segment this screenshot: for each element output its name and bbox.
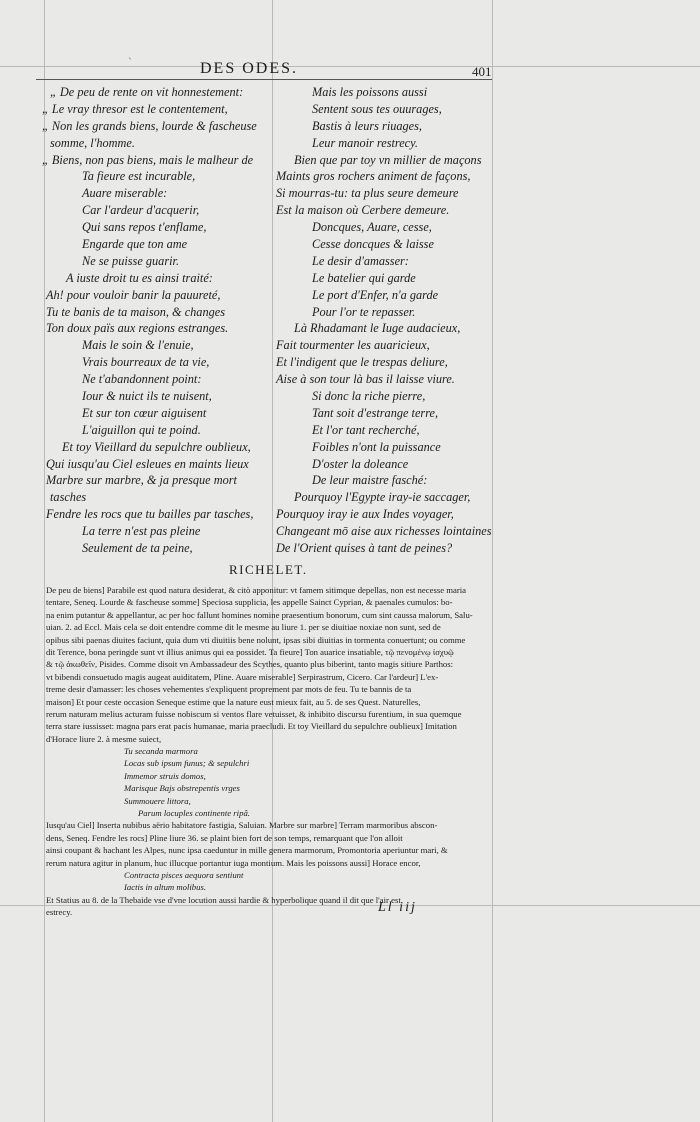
poem-line: Ton doux païs aux regions estranges. <box>46 321 229 336</box>
poem-line: „ Non les grands biens, lourde & fascheuse <box>42 118 257 133</box>
poem-line: Engarde que ton ame <box>82 237 188 252</box>
commentary-line: vt bibendi consuetudo magis augeat auiditatem, Pline. Auare miserable] Serpirastrum, Cicero. Car l'ardeur] L'ex- <box>46 671 439 682</box>
poem-line: „ Le vray thresor est le contentement, <box>42 101 228 116</box>
poem-left-column <box>42 84 278 557</box>
commentary-line: Iactis in altum molibus. <box>124 882 207 893</box>
commentary-line: na enim putantur & appellantur, ac per hoc fallunt homines nomine praesentium bonorum, cum sint caussa malorum, Salu- <box>46 609 473 620</box>
commentary-line: dens, Seneq. Fendre les rocs] Pline liure 36. se plaint bien fort de son temps, remarquant que l'on alloit <box>46 832 403 843</box>
commentary-line: opibus sibi paenas diuites faciunt, quia dum vti diuitiis bene nolunt, ipsas sibi diuitias in tormenta conuertunt; ou comme <box>46 634 466 645</box>
poem-line: Auare miserable: <box>82 186 168 201</box>
poem-line: Et l'indigent que le trespas deliure, <box>276 355 448 370</box>
poem-line: Mais les poissons aussi <box>312 85 428 99</box>
poem-line: Qui iusqu'au Ciel esleues en maints lieux <box>46 456 249 471</box>
commentary-line: treme desir d'amasser: les choses vehementes s'expliquent proprement par mots de feu. Tu te bannis de ta <box>46 684 412 695</box>
poem-line: Et l'or tant recherché, <box>312 422 420 437</box>
poem-line: Iour & nuict ils te nuisent, <box>82 389 212 404</box>
poem-line: Fait tourmenter les auaricieux, <box>276 338 430 353</box>
poem-line: Tant soit d'estrange terre, <box>312 405 439 420</box>
poem-line: La terre n'est pas pleine <box>82 524 201 539</box>
poem-line: Si mourras-tu: ta plus seure demeure <box>276 186 459 201</box>
poem-line: Ne se puisse guarir. <box>82 253 180 268</box>
guide-line-top <box>0 66 700 67</box>
commentary-line: Parum locuples continente ripâ. <box>138 808 250 819</box>
commentary-line: maison] Et pour ceste occasion Seneque estime que la nature eust mieux fait, au 5. de ses Quest. Naturelles, <box>46 696 421 707</box>
commentary-line: d'Horace liure 2. à mesme suiect, <box>46 733 162 744</box>
commentary-line: Tu secanda marmora <box>124 746 198 757</box>
commentary-line: ainsi coupant & hachant les Alpes, nunc ipsa caeduntur in mille genera marmorum, Promontoria aperiuntur mari, & <box>46 845 448 856</box>
poem-line: Marbre sur marbre, & ja presque mort <box>46 473 237 488</box>
running-title: DES ODES. <box>200 60 299 77</box>
poem-line: Pour l'or te repasser. <box>312 304 416 319</box>
poem-line: Ta fieure est incurable, <box>82 169 196 184</box>
commentary-line: Locas sub ipsum funus; & sepulchri <box>124 758 250 769</box>
poem-line: Pourquoy iray ie aux Indes voyager, <box>276 507 454 522</box>
poem-line: Maints gros rochers animent de façons, <box>276 169 471 184</box>
poem-line: tasches <box>50 490 87 505</box>
poem-line: Là Rhadamant le Iuge audacieux, <box>294 321 461 336</box>
poem-line: Le port d'Enfer, n'a garde <box>312 287 439 302</box>
commentary-line: Immemor struis domos, <box>124 770 206 781</box>
poem-line: Ah! pour vouloir banir la pauureté, <box>46 287 221 302</box>
commentary-body <box>46 584 492 919</box>
poem-line: Ne t'abandonnent point: <box>82 372 202 387</box>
poem-line: Est la maison où Cerbere demeure. <box>276 203 450 218</box>
poem-line: A iuste droit tu es ainsi traité: <box>66 270 213 285</box>
poem-line: Doncques, Auare, cesse, <box>312 220 432 235</box>
commentary-line: Marisque Bajs obstrepentis vrges <box>124 783 240 794</box>
commentary-line: Et Statius au 8. de la Thebaide vse d'vne locution aussi hardie & hyperbolique quand il dit que l'air est <box>46 894 401 905</box>
poem-line: L'aiguillon qui te poind. <box>82 422 201 437</box>
commentary-line: Iusqu'au Ciel] Inserta nubibus aërio habitatore fastigia, Saluian. Marbre sur marbre] Terram marmoribus abscon- <box>46 820 438 831</box>
poem-line: Foibles n'ont la puissance <box>312 439 441 454</box>
header-rule <box>36 79 492 80</box>
poem-line: Tu te banis de ta maison, & changes <box>46 304 225 319</box>
poem-line: Changeant mō aise aux richesses lointaines <box>276 524 492 539</box>
commentary-line: rerum naturam melius acturam fuisse nobiscum si ventos flare vetuisset, & inhibito discursu furentium, in sua quemque <box>46 708 462 719</box>
poem-line: Seulement de ta peine, <box>82 541 193 556</box>
poem-line: somme, l'homme. <box>50 135 135 150</box>
poem-line: Vrais bourreaux de ta vie, <box>82 355 210 370</box>
poem-line: Pourquoy l'Egypte iray-ie saccager, <box>294 490 471 505</box>
commentary-line: uian. 2. ad Eccl. Mais cela se doit entendre comme dit le mesme au liure 1. per se diuitiae noxiae non sunt, sed de <box>46 622 441 633</box>
commentary-line: dit Terence, bona peringde sunt vt illius animus qui ea possidet. Ta fieure] Ton auarice insatiable, τῷ πενομένῳ ἰσχυῷ <box>46 646 454 657</box>
poem-line: „ De peu de rente on vit honnestement: <box>50 85 244 99</box>
poem-line: Sentent sous tes ouurages, <box>312 101 442 116</box>
poem-line: Le batelier qui garde <box>312 270 416 285</box>
poem-line: De leur maistre fasché: <box>312 473 428 488</box>
poem-line: Qui sans repos t'enflame, <box>82 220 207 235</box>
poem-line: Aise à son tour là bas il laisse viure. <box>276 372 455 387</box>
poem-line: Car l'ardeur d'acquerir, <box>82 203 200 218</box>
poem-line: Et sur ton cœur aiguisent <box>82 405 207 420</box>
poem-line: „ Biens, non pas biens, mais le malheur de <box>42 152 254 167</box>
poem-line: Mais le soin & l'enuie, <box>82 338 194 353</box>
poem-line: D'oster la doleance <box>312 456 409 471</box>
poem-line: Bien que par toy vn millier de maçons <box>294 152 482 167</box>
commentary-line: estrecy. <box>46 907 73 918</box>
commentary-line: Contracta pisces aequora sentiunt <box>124 869 244 880</box>
poem-line: Si donc la riche pierre, <box>312 389 426 404</box>
commentary-line: rerum natura agitur in planum, huc illucque portantur iuga montium. Mais les poissons aussi] Horace encor, <box>46 857 421 868</box>
page-number: 401 <box>472 64 492 79</box>
commentary-line: & τῷ ἀκωθεῖν, Pisides. Comme disoit vn Ambassadeur des Scythes, quanto plus biberint, tanto magis sitiure Parthos: <box>46 659 454 670</box>
poem-line: Bastis à leurs riuages, <box>312 118 422 133</box>
poem-line: Fendre les rocs que tu bailles par tasches, <box>46 507 254 522</box>
scan-speck: ˎ <box>128 46 132 60</box>
poem-right-column <box>276 84 494 557</box>
commentary-line: terra stare iussisset: magna pars erat pacis humanae, maria praecludi. Et toy Vieillard du sepulchre oublieux] Imitation <box>46 721 457 732</box>
poem-line: De l'Orient quises à tant de peines? <box>276 541 453 556</box>
commentary-title: RICHELET. <box>229 562 308 577</box>
poem-line: Cesse doncques & laisse <box>312 237 434 252</box>
commentary-line: tentare, Seneq. Lourde & fascheuse somme] Speciosa supplicia, les appelle Sainct Cyprian, & paenales cumulos: bo- <box>46 597 453 608</box>
commentary-line: De peu de biens] Parabile est quod natura desiderat, & citò apponitur: vt famem sitimque depellas, non est necesse maria <box>46 585 467 595</box>
poem-line: Le desir d'amasser: <box>312 253 409 268</box>
poem-line: Leur manoir restrecy. <box>312 135 418 150</box>
commentary-line: Summouere littora, <box>124 795 191 806</box>
poem-line: Et toy Vieillard du sepulchre oublieux, <box>62 439 251 454</box>
signature-mark: Ll iij <box>378 900 417 915</box>
